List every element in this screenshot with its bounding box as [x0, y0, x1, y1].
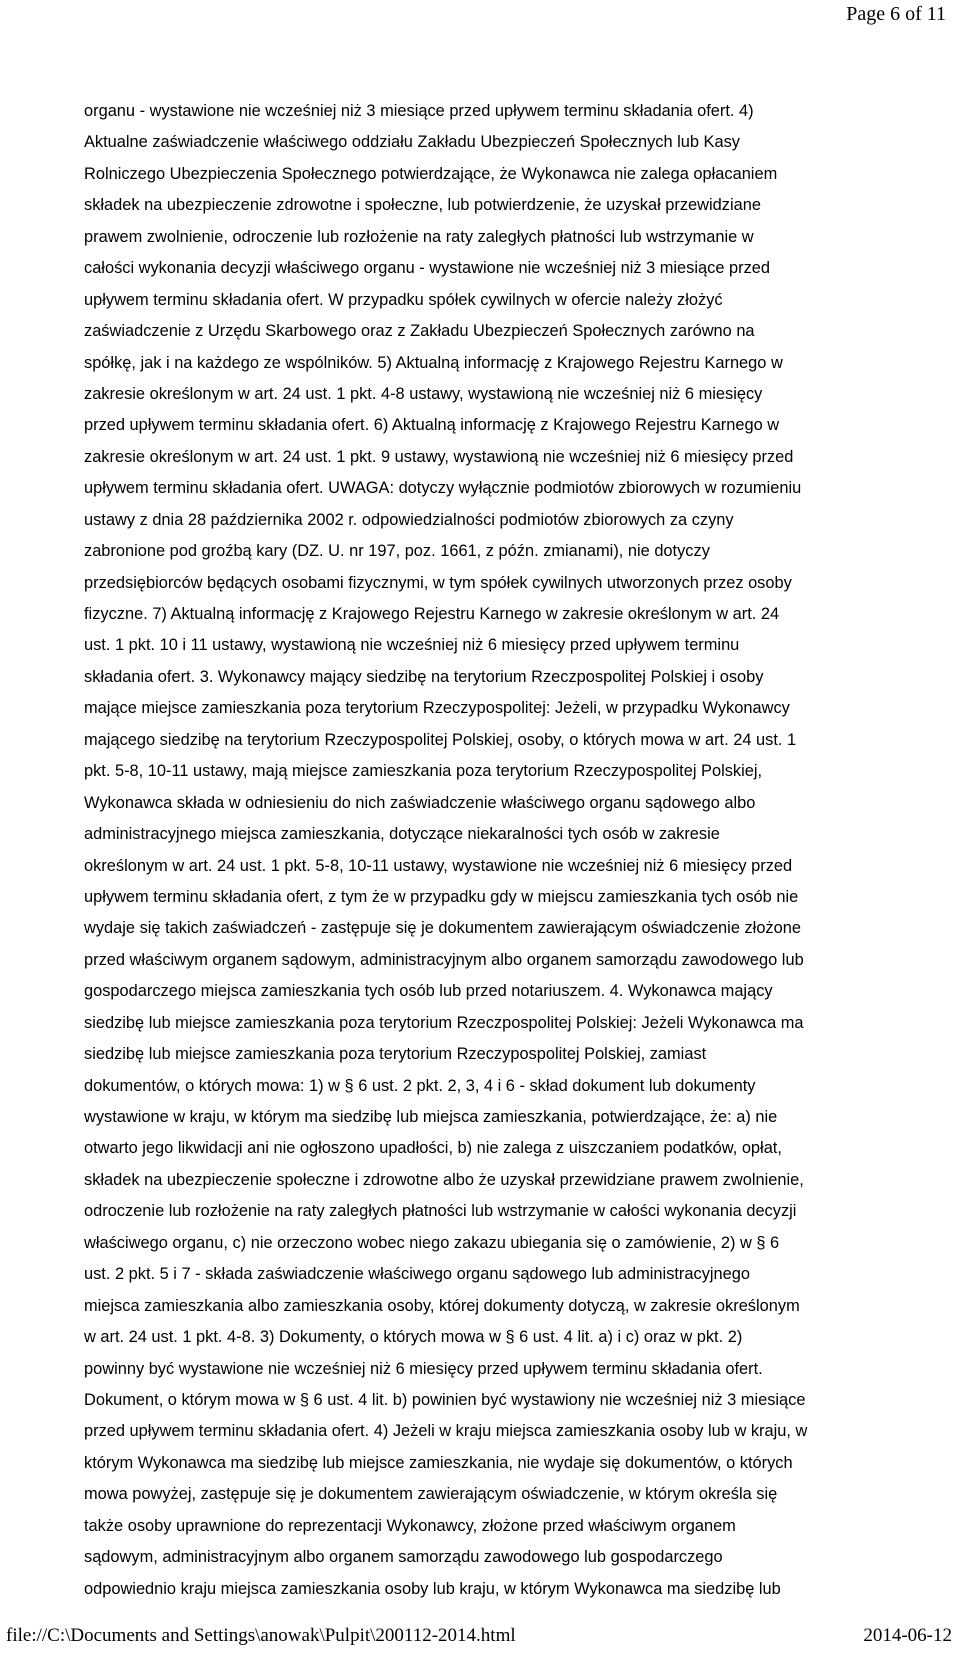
text-line: przed upływem terminu składania ofert. 4) Jeżeli w kraju miejsca zamieszkania osoby lub w kraju, w — [84, 1422, 808, 1441]
text-line: odpowiednio kraju miejsca zamieszkania osoby lub kraju, w którym Wykonawca ma siedzibę lub — [84, 1579, 781, 1598]
footer-date: 2014-06-12 — [863, 1625, 952, 1646]
text-line: dokumentów, o których mowa: 1) w § 6 ust. 2 pkt. 2, 3, 4 i 6 - skład dokument lub dokumenty — [84, 1076, 756, 1095]
text-line: pkt. 5-8, 10-11 ustawy, mają miejsce zamieszkania poza terytorium Rzeczypospolitej Polskiej, — [84, 762, 763, 781]
text-line: którym Wykonawca ma siedzibę lub miejsce zamieszkania, nie wydaje się dokumentów, o których — [84, 1453, 793, 1472]
text-line: upływem terminu składania ofert, z tym że w przypadku gdy w miejscu zamieszkania tych osób nie — [84, 887, 799, 906]
text-line: zakresie określonym w art. 24 ust. 1 pkt. 9 ustawy, wystawioną nie wcześniej niż 6 miesięcy przed — [84, 447, 794, 466]
text-line: Aktualne zaświadczenie właściwego oddziału Zakładu Ubezpieczeń Społecznych lub Kasy — [84, 133, 740, 152]
text-line: upływem terminu składania ofert. W przypadku spółek cywilnych w ofercie należy złożyć — [84, 290, 723, 309]
text-line: upływem terminu składania ofert. UWAGA: dotyczy wyłącznie podmiotów zbiorowych w rozumieniu — [84, 479, 802, 498]
text-line: określonym w art. 24 ust. 1 pkt. 5-8, 10-11 ustawy, wystawione nie wcześniej niż 6 miesięcy przed — [84, 856, 793, 875]
text-line: zaświadczenie z Urzędu Skarbowego oraz z Zakładu Ubezpieczeń Społecznych zarówno na — [84, 322, 755, 341]
text-line: przedsiębiorców będących osobami fizycznymi, w tym spółek cywilnych utworzonych przez osoby — [84, 573, 792, 592]
text-line: składek na ubezpieczenie zdrowotne i społeczne, lub potwierdzenie, że uzyskał przewidziane — [84, 196, 761, 215]
text-line: zabronione pod groźbą kary (DZ. U. nr 197, poz. 1661, z późn. zmianami), nie dotyczy — [84, 542, 710, 561]
text-line: Wykonawca składa w odniesieniu do nich zaświadczenie właściwego organu sądowego albo — [84, 793, 756, 812]
text-line: Rolniczego Ubezpieczenia Społecznego potwierdzające, że Wykonawca nie zalega opłacaniem — [84, 164, 778, 183]
text-line: spółkę, jak i na każdego ze wspólników. 5) Aktualną informację z Krajowego Rejestru Karnego w — [84, 353, 783, 372]
text-line: miejsca zamieszkania albo zamieszkania osoby, której dokumenty dotyczą, w zakresie określonym — [84, 1296, 800, 1315]
text-line: Dokument, o którym mowa w § 6 ust. 4 lit. b) powinien być wystawiony nie wcześniej niż 3 miesiące — [84, 1390, 806, 1409]
text-line: gospodarczego miejsca zamieszkania tych osób lub przed notariuszem. 4. Wykonawca mający — [84, 982, 773, 1001]
text-line: otwarto jego likwidacji ani nie ogłoszono upadłości, b) nie zalega z uiszczaniem podatków, opłat, — [84, 1139, 782, 1158]
text-line: przed właściwym organem sądowym, administracyjnym albo organem samorządu zawodowego lub — [84, 950, 804, 969]
text-line: siedzibę lub miejsce zamieszkania poza terytorium Rzeczypospolitej Polskiej, zamiast — [84, 1045, 707, 1064]
text-line: siedzibę lub miejsce zamieszkania poza terytorium Rzeczpospolitej Polskiej: Jeżeli Wykonawca ma — [84, 1013, 804, 1032]
text-line: wystawione w kraju, w którym ma siedzibę lub miejsca zamieszkania, potwierdzające, że: a) nie — [84, 1108, 778, 1126]
text-line: fizyczne. 7) Aktualną informację z Krajowego Rejestru Karnego w zakresie określonym w art. 24 — [84, 605, 780, 623]
text-line: ustawy z dnia 28 października 2002 r. odpowiedzialności podmiotów zbiorowych za czyny — [84, 510, 734, 529]
text-line: składania ofert. 3. Wykonawcy mający siedzibę na terytorium Rzeczpospolitej Polskiej i osoby — [84, 667, 764, 686]
page-number: Page 6 of 11 — [846, 3, 946, 25]
text-line: ust. 2 pkt. 5 i 7 - składa zaświadczenie właściwego organu sądowego lub administracyjnego — [84, 1265, 751, 1284]
text-line: mające miejsce zamieszkania poza terytorium Rzeczypospolitej: Jeżeli, w przypadku Wykonawcy — [84, 699, 790, 718]
text-line: prawem zwolnienie, odroczenie lub rozłożenie na raty zaległych płatności lub wstrzymanie w — [84, 227, 754, 246]
text-line: odroczenie lub rozłożenie na raty zaległych płatności lub wstrzymanie w całości wykonania decyzji — [84, 1202, 797, 1221]
text-line: całości wykonania decyzji właściwego organu - wystawione nie wcześniej niż 3 miesiące przed — [84, 259, 770, 278]
text-line: ust. 1 pkt. 10 i 11 ustawy, wystawioną nie wcześniej niż 6 miesięcy przed upływem terminu — [84, 636, 740, 655]
text-line: wydaje się takich zaświadczeń - zastępuje się je dokumentem zawierającym oświadczenie złożone — [84, 919, 801, 938]
text-line: sądowym, administracyjnym albo organem samorządu zawodowego lub gospodarczego — [84, 1548, 723, 1567]
text-line: także osoby uprawnione do reprezentacji Wykonawcy, złożone przed właściwym organem — [84, 1516, 736, 1535]
text-line: powinny być wystawione nie wcześniej niż 6 miesięcy przed upływem terminu składania ofert. — [84, 1359, 763, 1378]
text-line: przed upływem terminu składania ofert. 6) Aktualną informację z Krajowego Rejestru Karnego w — [84, 416, 780, 435]
text-line: administracyjnego miejsca zamieszkania, dotyczące niekaralności tych osób w zakresie — [84, 825, 720, 844]
footer-file-path: file://C:\Documents and Settings\anowak\Pulpit\200112-2014.html — [6, 1625, 516, 1646]
text-line: zakresie określonym w art. 24 ust. 1 pkt. 4-8 ustawy, wystawioną nie wcześniej niż 6 miesięcy — [84, 384, 763, 403]
text-line: mowa powyżej, zastępuje się je dokumentem zawierającym oświadczenie, w którym określa się — [84, 1485, 778, 1504]
text-line: właściwego organu, c) nie orzeczono wobec niego zakazu ubiegania się o zamówienie, 2) w § 6 — [84, 1233, 780, 1252]
text-line: organu - wystawione nie wcześniej niż 3 miesiące przed upływem terminu składania ofert. 4) — [84, 102, 754, 120]
text-line: w art. 24 ust. 1 pkt. 4-8. 3) Dokumenty, o których mowa w § 6 ust. 4 lit. a) i c) oraz w pkt. 2) — [84, 1328, 743, 1347]
text-line: składek na ubezpieczenie społeczne i zdrowotne albo że uzyskał przewidziane prawem zwolnienie, — [84, 1170, 804, 1189]
text-line: mającego siedzibę na terytorium Rzeczypospolitej Polskiej, osoby, o których mowa w art. 24 ust. 1 — [84, 730, 797, 749]
document-body — [84, 96, 934, 1605]
